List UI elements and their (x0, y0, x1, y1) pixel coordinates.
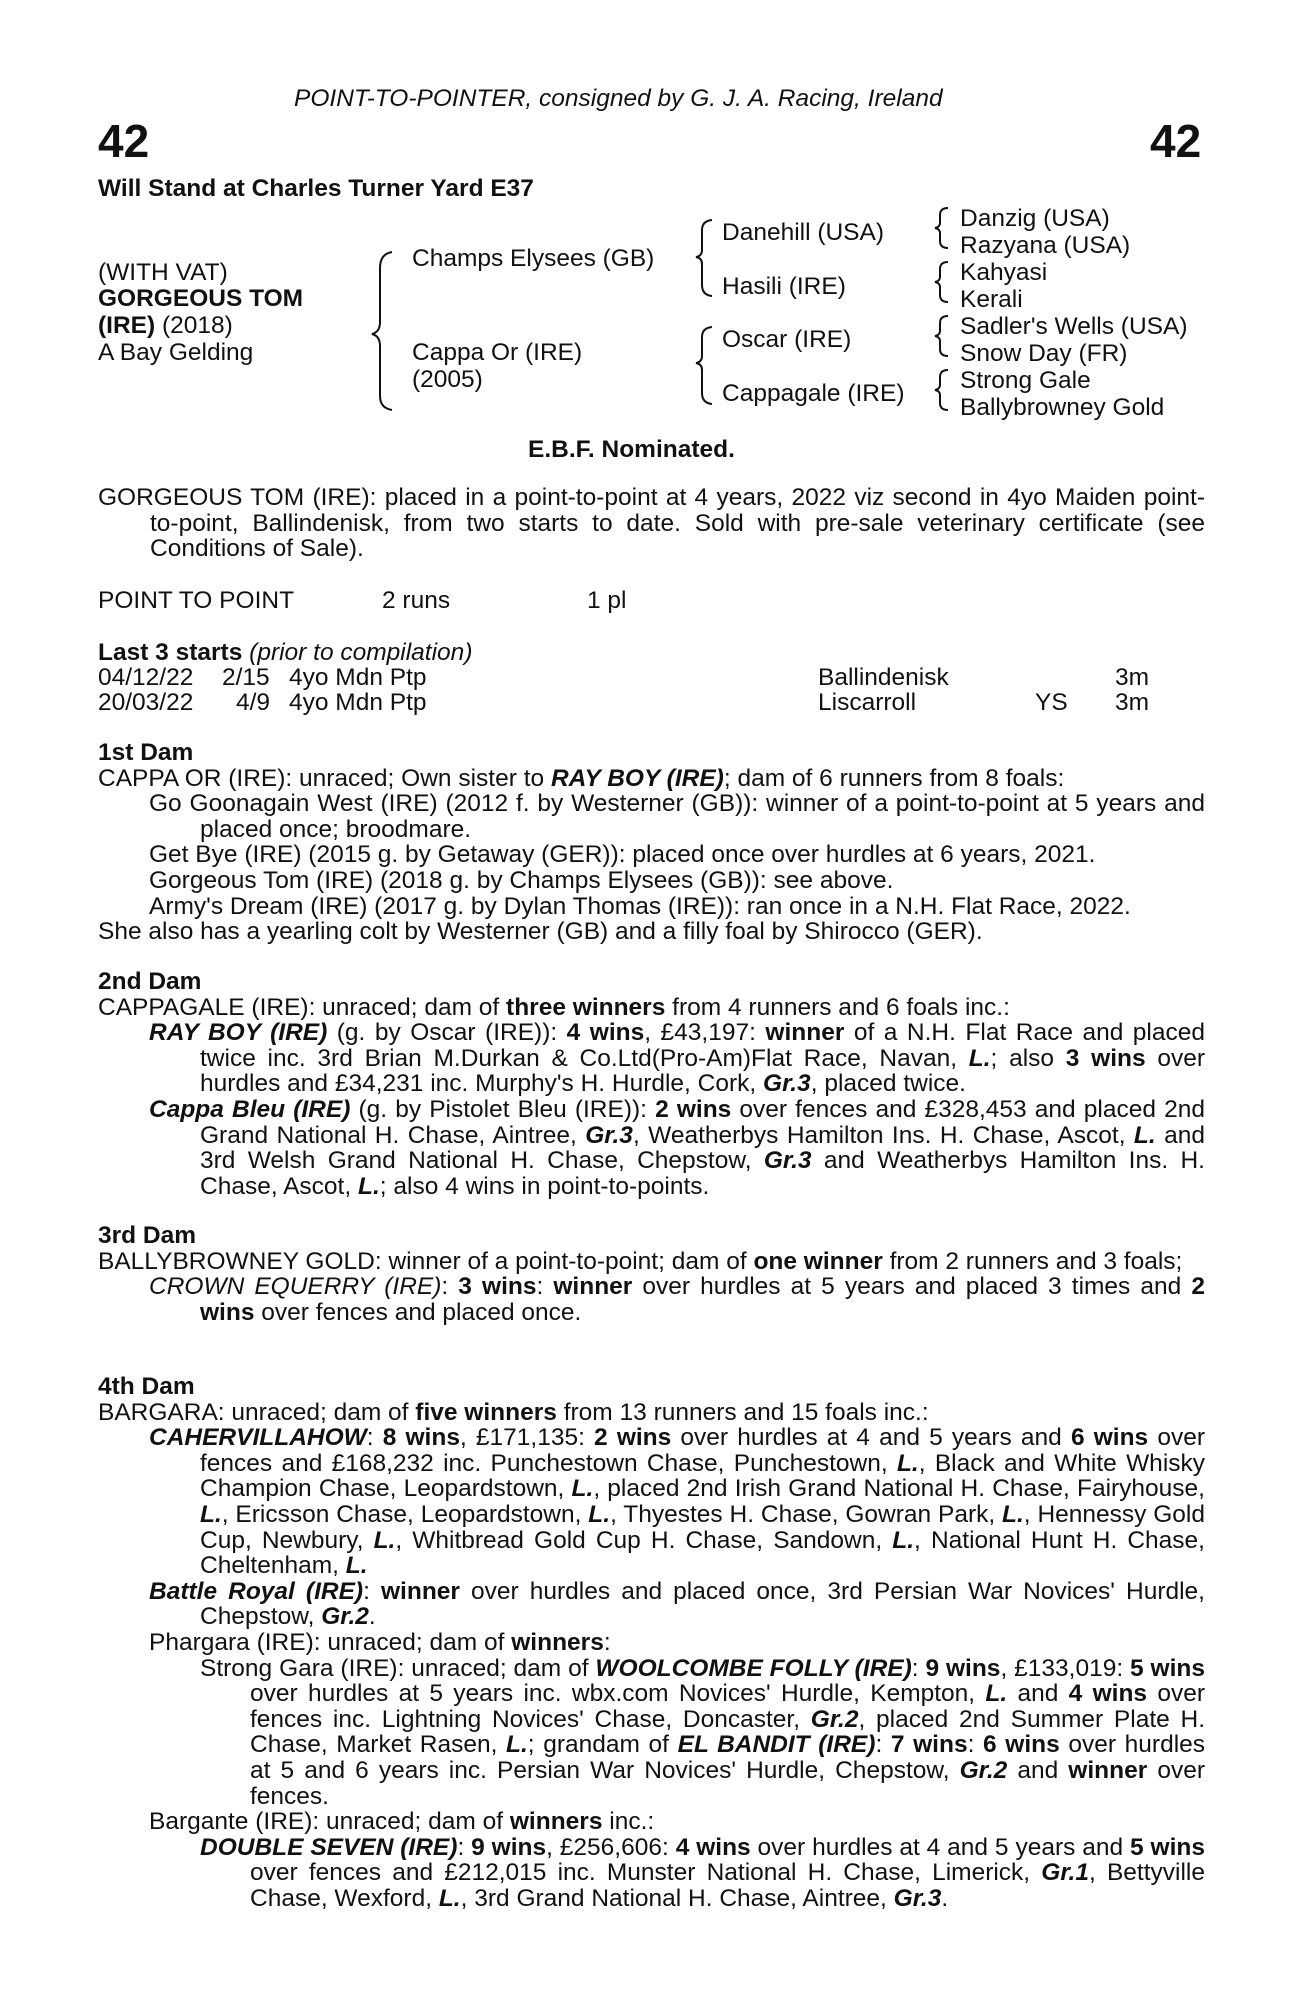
fourth-dam-intro: BARGARA: unraced; dam of five winners from 13 runners and 15 foals inc.: (98, 1398, 929, 1426)
dam-sire: Oscar (IRE) (722, 326, 852, 353)
progeny-crown-equerry: CROWN EQUERRY (IRE): 3 wins: winner over hurdles at 5 years and placed 3 times and 2 wins over fences and placed once. (149, 1273, 1205, 1326)
first-dam-section (98, 740, 1205, 945)
gen3-8: Ballybrowney Gold (960, 394, 1165, 421)
progeny-strong-gara: Strong Gara (IRE): unraced; dam of WOOLCOMBE FOLLY (IRE): 9 wins, £133,019: 5 wins over hurdles at 5 years inc. wbx.com Novices' Hurdle, Kempton, L. and 4 wins over fences inc. Lightning Novices' Chase, Doncaster, Gr.2, placed 2nd Summer Plate H. Chase, Market Rasen, L.; grandam of EL BANDIT (IRE): 7 wins: 6 wins over hurdles at 5 and 6 years inc. Persian War Novices' Hurdle, Chepstow, Gr.2 and winner over fences. (200, 1654, 1206, 1810)
pedigree-braces (0, 0, 1314, 440)
record-runs: 2 runs (382, 587, 451, 614)
consignment-line: POINT-TO-POINTER, consigned by G. J. A. Racing, Ireland (294, 85, 943, 112)
lot-number-left: 42 (98, 115, 150, 167)
sire-dam: Hasili (IRE) (722, 273, 846, 300)
progeny-ray-boy: RAY BOY (IRE) (g. by Oscar (IRE)): 4 wins, £43,197: winner of a N.H. Flat Race and placed twice inc. 3rd Brian M.Durkan & Co.Ltd(Pro-Am)Flat Race, Navan, L.; also 3 wins over hurdles and £34,231 inc. Murphy's H. Hurdle, Cork, Gr.3, placed twice. (149, 1019, 1206, 1098)
first-dam-intro: CAPPA OR (IRE): unraced; Own sister to RAY BOY (IRE); dam of 6 runners from 8 foals: (98, 764, 1065, 792)
summary-text: GORGEOUS TOM (IRE): placed in a point-to-point at 4 years, 2022 viz second in 4yo Maiden point-to-point, Ballindenisk, from two starts to date. Sold with pre-sale veterinary certificate (see Conditions of Sale). (98, 484, 1205, 563)
third-dam-section (98, 1223, 1205, 1325)
start-row-race: 4yo Mdn Ptp (289, 664, 427, 691)
first-dam-heading: 1st Dam (98, 739, 194, 766)
gen3-6: Snow Day (FR) (960, 340, 1128, 367)
horse-year: (2018) (155, 312, 233, 339)
gen3-3: Kahyasi (960, 259, 1048, 286)
last-starts-heading: Last 3 starts (prior to compilation) (98, 639, 473, 666)
lot-number-right: 42 (1150, 115, 1202, 167)
record-label: POINT TO POINT (98, 587, 295, 614)
second-dam-section (98, 969, 1205, 1199)
progeny-cahervillahow: CAHERVILLAHOW: 8 wins, £171,135: 2 wins over hurdles at 4 and 5 years and 6 wins over fences and £168,232 inc. Punchestown Chase, Punchestown, L., Black and White Whisky Champion Chase, Leopardstown, L., placed 2nd Irish Grand National H. Chase, Fairyhouse, L., Ericsson Chase, Leopardstown, L., Thyestes H. Chase, Gowran Park, L., Hennessy Gold Cup, Newbury, L., Whitbread Gold Cup H. Chase, Sandown, L., National Hunt H. Chase, Cheltenham, L. (149, 1424, 1206, 1580)
first-dam-also: She also has a yearling colt by Westerner (GB) and a filly foal by Shirocco (GER). (98, 918, 983, 946)
horse-country: (IRE) (98, 312, 156, 339)
summary-paragraph (98, 485, 1205, 562)
fourth-dam-section (98, 1374, 1205, 1911)
start-row-course: Ballindenisk (818, 664, 949, 691)
second-dam-heading: 2nd Dam (98, 968, 202, 995)
horse-description: A Bay Gelding (98, 339, 254, 366)
progeny-battle-royal: Battle Royal (IRE): winner over hurdles and placed once, 3rd Persian War Novices' Hurdle, Chepstow, Gr.2. (149, 1577, 1205, 1631)
sire-sire: Danehill (USA) (722, 219, 885, 246)
horse-name: GORGEOUS TOM (98, 285, 304, 312)
progeny-cappa-bleu: Cappa Bleu (IRE) (g. by Pistolet Bleu (IRE)): 2 wins over fences and £328,453 and placed 2nd Grand National H. Chase, Aintree, Gr.3, Weatherbys Hamilton Ins. H. Chase, Ascot, L. and 3rd Welsh Grand National H. Chase, Chepstow, Gr.3 and Weatherbys Hamilton Ins. H. Chase, Ascot, L.; also 4 wins in point-to-points. (149, 1095, 1205, 1200)
gen3-4: Kerali (960, 286, 1023, 313)
start-row-going: YS (1035, 689, 1068, 716)
start-row-race: 4yo Mdn Ptp (289, 689, 427, 716)
foal-entry: Get Bye (IRE) (2015 g. by Getaway (GER)): placed once over hurdles at 6 years, 2021. (149, 841, 1096, 869)
start-row-date: 20/03/22 (98, 689, 194, 716)
fourth-dam-heading: 4th Dam (98, 1373, 195, 1400)
foal-entry: Gorgeous Tom (IRE) (2018 g. by Champs Elysees (GB)): see above. (149, 866, 894, 894)
ebf-nominated: E.B.F. Nominated. (528, 436, 735, 463)
third-dam-intro: BALLYBROWNEY GOLD: winner of a point-to-point; dam of one winner from 2 runners and 3 foals; (98, 1247, 1183, 1275)
vat-status: (WITH VAT) (98, 259, 228, 286)
sire: Champs Elysees (GB) (412, 245, 655, 272)
dam-year: (2005) (412, 366, 483, 393)
stand-location: Will Stand at Charles Turner Yard E37 (98, 175, 534, 202)
start-row-dist: 3m (1115, 664, 1150, 691)
gen3-5: Sadler's Wells (USA) (960, 313, 1188, 340)
foal-entry: Army's Dream (IRE) (2017 g. by Dylan Thomas (IRE)): ran once in a N.H. Flat Race, 2022. (149, 892, 1131, 920)
start-row-dist: 3m (1115, 689, 1150, 716)
progeny-phargara: Phargara (IRE): unraced; dam of winners: (149, 1628, 611, 1656)
dam-dam: Cappagale (IRE) (722, 380, 905, 407)
start-row-course: Liscarroll (818, 689, 917, 716)
third-dam-heading: 3rd Dam (98, 1222, 197, 1249)
gen3-7: Strong Gale (960, 367, 1091, 394)
second-dam-intro: CAPPAGALE (IRE): unraced; dam of three winners from 4 runners and 6 foals inc.: (98, 993, 1010, 1021)
record-placed: 1 pl (587, 587, 627, 614)
progeny-double-seven: DOUBLE SEVEN (IRE): 9 wins, £256,606: 4 wins over hurdles at 4 and 5 years and 5 wins over fences and £212,015 inc. Munster National H. Chase, Limerick, Gr.1, Bettyville Chase, Wexford, L., 3rd Grand National H. Chase, Aintree, Gr.3. (200, 1833, 1205, 1912)
start-row-date: 04/12/22 (98, 664, 194, 691)
gen3-1: Danzig (USA) (960, 205, 1110, 232)
start-row-pos: 4/9 (236, 689, 271, 716)
gen3-2: Razyana (USA) (960, 232, 1131, 259)
dam: Cappa Or (IRE) (412, 339, 583, 366)
progeny-bargante: Bargante (IRE): unraced; dam of winners inc.: (149, 1808, 655, 1836)
foal-entry: Go Goonagain West (IRE) (2012 f. by Westerner (GB)): winner of a point-to-point at 5 years and placed once; broodmare. (149, 790, 1205, 843)
start-row-pos: 2/15 (222, 664, 270, 691)
